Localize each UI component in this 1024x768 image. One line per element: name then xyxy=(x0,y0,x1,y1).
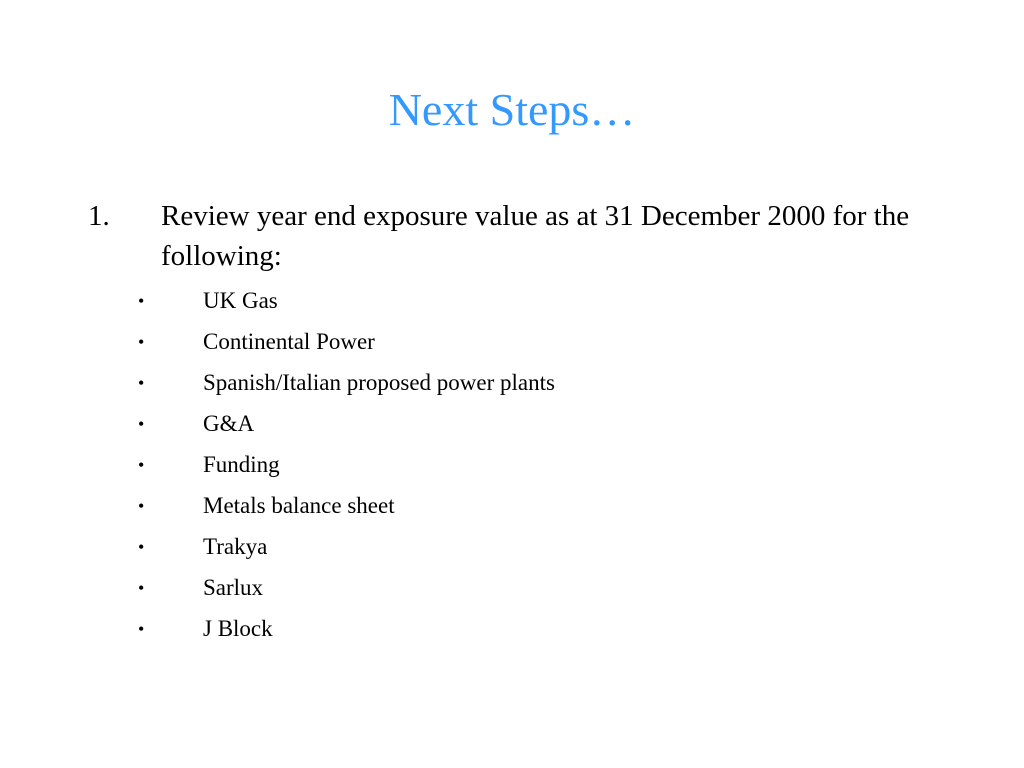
list-item-label: G&A xyxy=(203,411,255,436)
list-item-label: Trakya xyxy=(203,534,268,559)
bullet-icon: • xyxy=(138,332,145,352)
list-item-label: Continental Power xyxy=(203,329,375,354)
list-item-label: J Block xyxy=(203,616,273,641)
list-item-label: Funding xyxy=(203,452,280,477)
item-number: 1. xyxy=(88,200,110,232)
bullet-icon: • xyxy=(138,619,145,639)
bullet-icon: • xyxy=(138,578,145,598)
list-item-label: UK Gas xyxy=(203,288,278,313)
list-item-label: Sarlux xyxy=(203,575,264,600)
slide-title: Next Steps… xyxy=(388,84,636,135)
bullet-icon: • xyxy=(138,291,145,311)
list-item-label: Spanish/Italian proposed power plants xyxy=(203,370,555,395)
item-text: Review year end exposure value as at 31 December 2000 for the following: xyxy=(161,200,910,272)
numbered-item xyxy=(88,196,968,276)
bullet-icon: • xyxy=(138,496,145,516)
list-item-label: Metals balance sheet xyxy=(203,493,395,518)
bullet-icon: • xyxy=(138,373,145,393)
bullet-icon: • xyxy=(138,455,145,475)
bullet-icon: • xyxy=(138,414,145,434)
bullet-icon: • xyxy=(138,537,145,557)
